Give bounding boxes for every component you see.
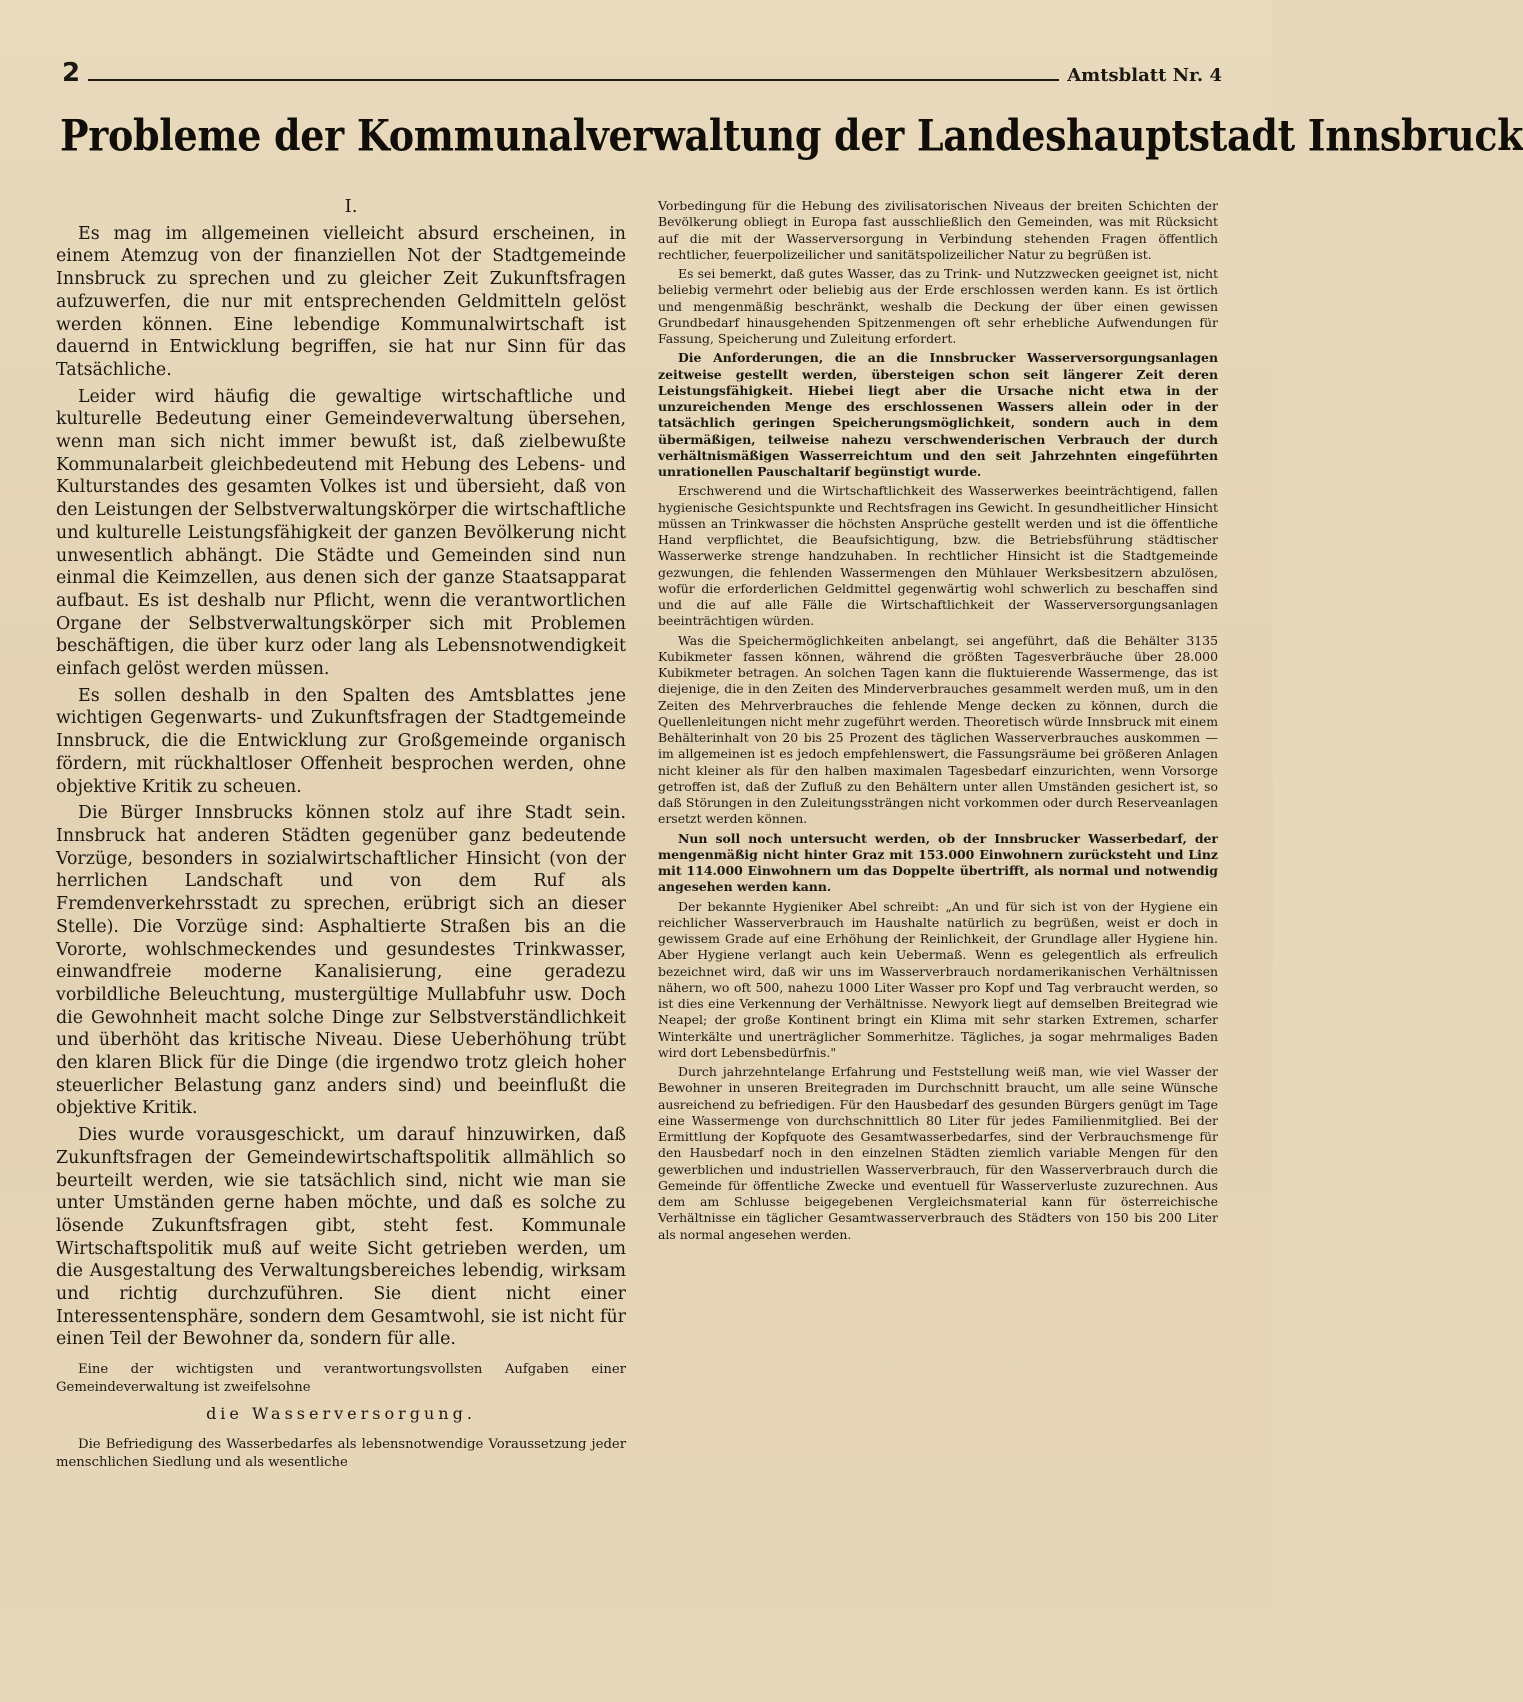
paragraph: Die Bürger Innsbrucks können stolz auf ihre Stadt sein. Innsbruck hat anderen Städten gegenüber ganz bedeutende Vorzüge, besonders in sozialwirtschaftlicher Hinsicht (von der herrlichen Landschaft und von dem Ruf als Fremdenverkehrsstadt zu sprechen, erübrigt sich an dieser Stelle). Die Vorzüge sind: Asphaltierte Straßen bis an die Vororte, wohlschmeckendes und gesundestes Trinkwasser, einwandfreie moderne Kanalisierung, eine geradezu vorbildliche Beleuchtung, mustergültige Mullabfuhr usw. Doch die Gewohnheit macht solche Dinge zur Selbstverständlichkeit und überhöht das kritische Niveau. Diese Ueberhöhung trübt den klaren Blick für die Dinge (die irgendwo trotz gleich hoher steuerlicher Belastung ganz anders sind) und beeinflußt die objektive Kritik. xyxy=(56,803,626,1119)
paragraph: Es sei bemerkt, daß gutes Wasser, das zu Trink- und Nutzzwecken geeignet ist, nicht beliebig vermehrt oder beliebig aus der Erde erschlossen werden kann. Es ist örtlich und mengenmäßig beschränkt, weshalb die Deckung der über einen gewissen Grundbedarf hinausgehenden Spitzenmengen oft sehr erhebliche Aufwendungen für Fassung, Speicherung und Zuleitung erfordert. xyxy=(658,266,1218,346)
paragraph: Es mag im allgemeinen vielleicht absurd erscheinen, in einem Atemzug von der finanziellen Not der Stadtgemeinde Innsbruck zu sprechen und zu gleicher Zeit Zukunftsfragen aufzuwerfen, die nur mit entsprechenden Geldmitteln gelöst werden können. Eine lebendige Kommunalwirtschaft ist dauernd in Entwicklung begriffen, sie hat nur Sinn für das Tatsächliche. xyxy=(56,223,626,380)
paragraph: Der bekannte Hygieniker Abel schreibt: „An und für sich ist von der Hygiene ein reichlicher Wasserverbrauch im Haushalte natürlich zu begrüßen, weist er doch in gewissem Grade auf eine Erhöhung der Reinlichkeit, der Grundlage aller Hygiene hin. Aber Hygiene verlangt auch kein Uebermaß. Wenn es gelegentlich als erfreulich bezeichnet wird, daß wir uns im Wasserverbrauch nordamerikanischen Verhältnissen nähern, wo oft 500, nahezu 1000 Liter Wasser pro Kopf und Tag verbraucht werden, so ist dies eine Verkennung der Verhältnisse. Newyork liegt auf demselben Breitegrad wie Neapel; der große Kontinent bringt ein Klima mit sehr starken Extremen, scharfer Winterkälte und unerträglicher Sommerhitze. Tägliches, ja sogar mehrmaliges Baden wird dort Lebensbedürfnis." xyxy=(658,898,1218,1060)
paragraph: Was die Speichermöglichkeiten anbelangt, sei angeführt, daß die Behälter 3135 Kubikmeter fassen können, während die größten Tagesverbräuche über 28.000 Kubikmeter betragen. An solchen Tagen kann die fluktuierende Wassermenge, das ist diejenige, die in den Zeiten des Minderverbrauches gesammelt werden muß, um in den Zeiten des Mehrverbrauches die fehlende Menge decken zu können, durch die Quellenleitungen nicht mehr zugeführt werden. Theoretisch würde Innsbruck mit einem Behälterinhalt von 20 bis 25 Prozent des täglichen Wasserverbrauches auskommen — im allgemeinen ist es jedoch empfehlenswert, die Fassungsräume bei größeren Anlagen nicht kleiner als für den halben maximalen Tagesbedarf einzurichten, wenn Vorsorge getroffen ist, daß der Zufluß zu den Behältern unter allen Umständen gesichert ist, so daß Störungen in den Zuleitungssträngen nicht vorkommen oder durch Reserveanlagen ersetzt werden können. xyxy=(658,632,1218,827)
paragraph: Dies wurde vorausgeschickt, um darauf hinzuwirken, daß Zukunftsfragen der Gemeindewirtschaftspolitik allmählich so beurteilt werden, wie sie tatsächlich sind, nicht wie man sie unter Umständen gerne haben möchte, und daß es solche zu lösende Zukunftsfragen gibt, steht fest. Kommunale Wirtschaftspolitik muß auf weite Sicht getrieben werden, um die Ausgestaltung des Verwaltungsbereiches lebendig, wirksam und richtig durchzuführen. Sie dient nicht einer Interessentensphäre, sondern dem Gesamtwohl, sie ist nicht für einen Teil der Bewohner da, sondern für alle. xyxy=(56,1125,626,1350)
intro-note: Eine der wichtigsten und verantwortungsvollsten Aufgaben einer Gemeindeverwaltung ist zweifelsohne xyxy=(56,1362,626,1396)
paragraph: Erschwerend und die Wirtschaftlichkeit des Wasserwerkes beeinträchtigend, fallen hygienische Gesichtspunkte und Rechtsfragen ins Gewicht. In gesundheitlicher Hinsicht müssen an Trinkwasser die höchsten Ansprüche gestellt werden und ist die öffentliche Hand verpflichtet, die Beaufsichtigung, bzw. die Betriebsführung städtischer Wasserwerke strenge handzuhaben. In rechtlicher Hinsicht ist die Stadtgemeinde gezwungen, die fehlenden Wassermengen den Mühlauer Werksbesitzern abzulösen, wofür die erforderlichen Geldmittel gegenwärtig wohl schwerlich zu beschaffen sind und die auf alle Fälle die Wirtschaftlichkeit der Wasserversorgungsanlagen beeinträchtigen würden. xyxy=(658,483,1218,629)
paragraph: Leider wird häufig die gewaltige wirtschaftliche und kulturelle Bedeutung einer Gemeindeverwaltung übersehen, wenn man sich nicht immer bewußt ist, daß zielbewußte Kommunalarbeit gleichbedeutend mit Hebung des Lebens- und Kulturstandes des gesamten Volkes ist und übersieht, daß von den Leistungen der Selbstverwaltungskörper die wirtschaftliche und kulturelle Leistungsfähigkeit der ganzen Bevölkerung nicht unwesentlich abhängt. Die Städte und Gemeinden sind nun einmal die Keimzellen, aus denen sich der ganze Staatsapparat aufbaut. Es ist deshalb nur Pflicht, wenn die verantwortlichen Organe der Selbstverwaltungskörper sich mit Problemen beschäftigen, die über kurz oder lang als Lebensnotwendigkeit einfach gelöst werden müssen. xyxy=(56,386,626,680)
left-column xyxy=(56,196,626,1472)
paragraph: Es sollen deshalb in den Spalten des Amtsblattes jene wichtigen Gegenwarts- und Zukunftsfragen der Stadtgemeinde Innsbruck, die die Entwicklung zur Großgemeinde organisch fördern, mit rückhaltloser Offenheit besprochen werden, ohne objektive Kritik zu scheuen. xyxy=(56,685,626,797)
header-rule xyxy=(88,79,1059,81)
paragraph: Vorbedingung für die Hebung des zivilisatorischen Niveaus der breiten Schichten der Bevölkerung obliegt in Europa fast ausschließlich den Gemeinden, was mit Rücksicht auf die mit der Wasserversorgung in Verbindung stehenden Fragen öffentlich rechtlicher, feuerpolizeilicher und sanitätspolizeilicher Natur zu begrüßen ist. xyxy=(658,198,1218,262)
closing-paragraph: Die Befriedigung des Wasserbedarfes als lebensnotwendige Voraussetzung jeder menschlichen Siedlung und als wesentliche xyxy=(56,1436,626,1470)
bold-paragraph: Nun soll noch untersucht werden, ob der Innsbrucker Wasserbedarf, der mengenmäßig nicht hinter Graz mit 153.000 Einwohnern zurücksteht und Linz mit 114.000 Einwohnern um das Doppelte übertrifft, als normal und notwendig angesehen werden kann. xyxy=(658,830,1218,895)
article-title: Probleme der Kommunalverwaltung der Landeshauptstadt Innsbruck xyxy=(60,110,1523,161)
paragraph: Durch jahrzehntelange Erfahrung und Feststellung weiß man, wie viel Wasser der Bewohner in unseren Breitegraden im Durchschnitt braucht, um alle seine Wünsche ausreichend zu befriedigen. Für den Hausbedarf des gesunden Bürgers genügt im Tage eine Wassermenge von durchschnittlich 80 Liter für jedes Familienmitglied. Bei der Ermittlung der Kopfquote des Gesamtwasserbedarfes, sind der Verbrauchsmenge für den Hausbedarf noch in den einzelnen Städten ziemlich variable Mengen für den gewerblichen und industriellen Wasserverbrauch, für den Wasserverbrauch durch die Gemeinde für öffentliche Zwecke und eventuell für Wasserverluste zuzurechnen. Aus dem am Schlusse beigegebenen Vergleichsmaterial kann für österreichische Verhältnisse ein täglicher Gesamtwasserverbrauch des Städters von 150 bis 200 Liter als normal angesehen werden. xyxy=(658,1064,1218,1242)
right-column xyxy=(658,198,1218,1246)
section-numeral: I. xyxy=(344,196,358,217)
subheading: die Wasserversorgung. xyxy=(206,1404,476,1424)
issue-label: Amtsblatt Nr. 4 xyxy=(1067,65,1222,86)
page-header xyxy=(62,56,1222,86)
page-number: 2 xyxy=(62,58,81,88)
bold-paragraph: Die Anforderungen, die an die Innsbrucker Wasserversorgungsanlagen zeitweise gestellt werden, übersteigen schon seit längerer Zeit deren Leistungsfähigkeit. Hiebei liegt aber die Ursache nicht etwa in der unzureichenden Menge des erschlossenen Wassers allein oder in der tatsächlich geringen Speicherungsmöglichkeit, sondern auch in dem übermäßigen, teilweise nahezu verschwenderischen Verbrauch der durch verhältnismäßigen Wasserreichtum und den seit Jahrzehnten eingeführten unrationellen Pauschaltarif begünstigt wurde. xyxy=(658,350,1218,479)
